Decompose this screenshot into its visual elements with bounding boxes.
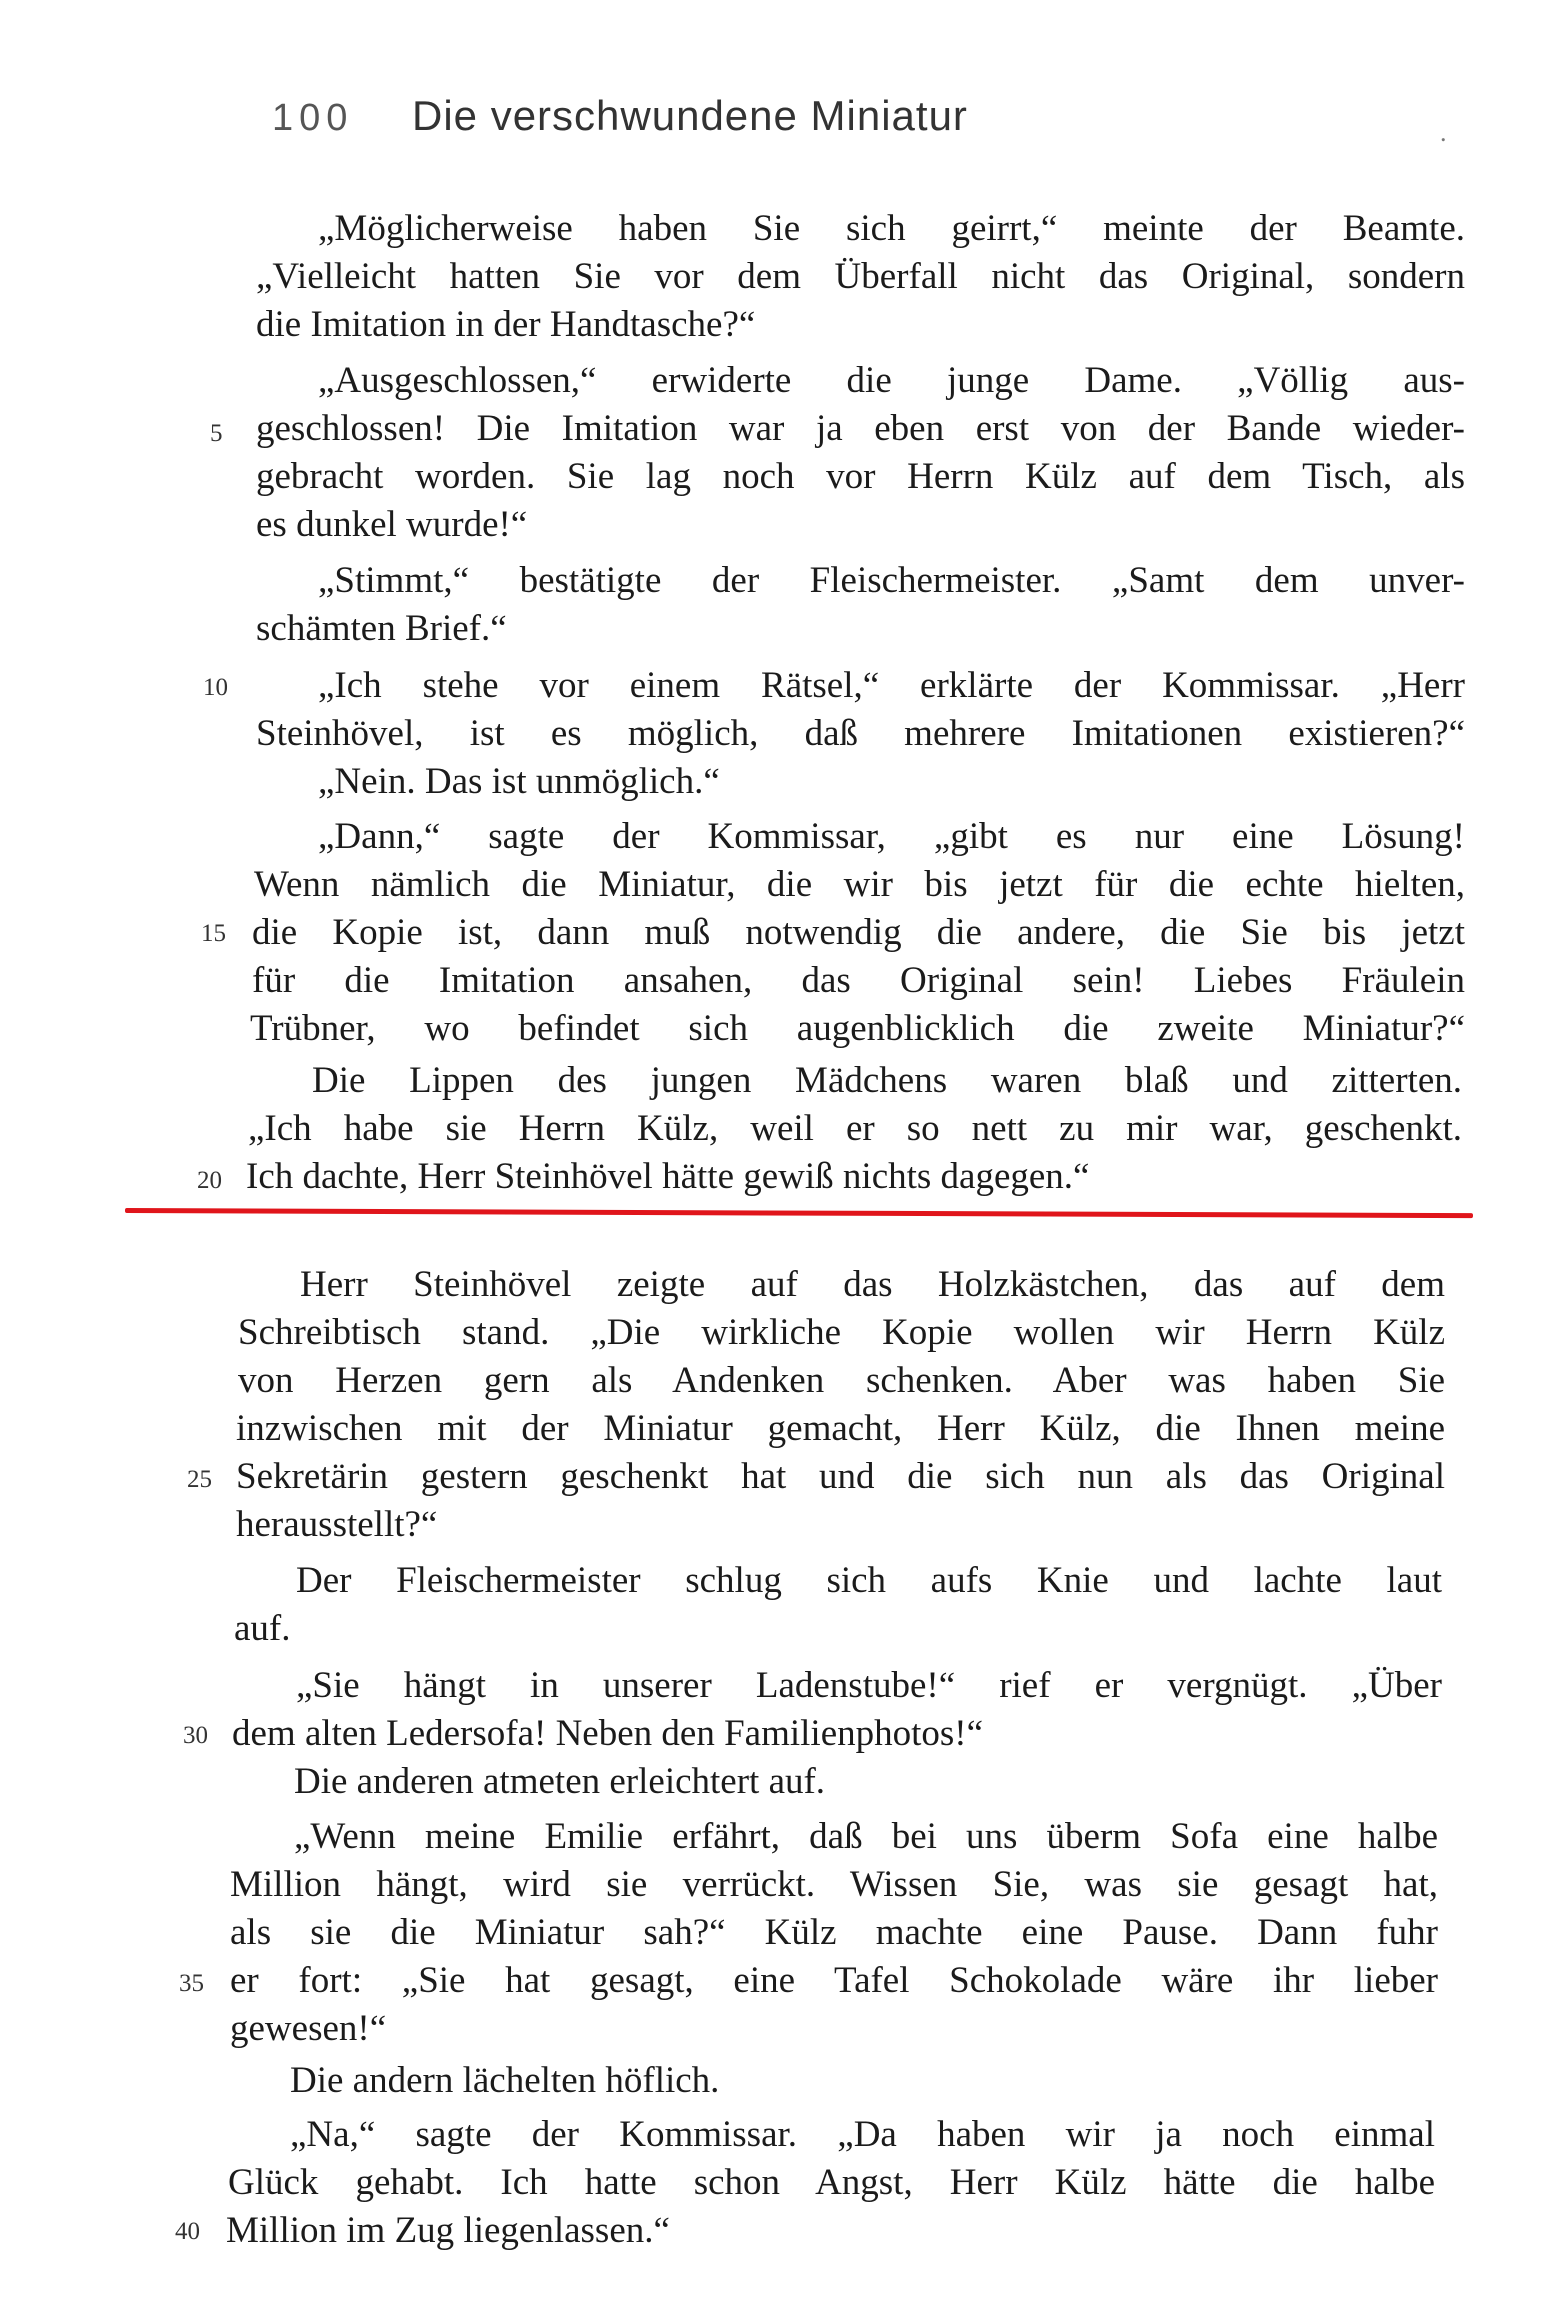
text-line: Herr Steinhövel zeigte auf das Holzkästchen, das auf dem: [300, 1264, 1445, 1305]
text-line: „Möglicherweise haben Sie sich geirrt,“ meinte der Beamte.: [318, 208, 1465, 249]
text-line: er fort: „Sie hat gesagt, eine Tafel Schokolade wäre ihr lieber: [230, 1960, 1438, 2001]
text-line: gewesen!“: [230, 2008, 387, 2049]
text-line: gebracht worden. Sie lag noch vor Herrn Külz auf dem Tisch, als: [256, 456, 1465, 497]
text-line: Sekretärin gestern geschenkt hat und die sich nun als das Original: [236, 1456, 1445, 1497]
page-number: 100: [272, 97, 354, 139]
text-line: Die anderen atmeten erleichtert auf.: [294, 1761, 826, 1802]
text-line: die Imitation in der Handtasche?“: [256, 304, 756, 345]
text-line: „Nein. Das ist unmöglich.“: [318, 761, 720, 802]
text-line: schämten Brief.“: [256, 608, 507, 649]
red-divider-line: [125, 1208, 1473, 1218]
corner-mark: .: [1440, 118, 1447, 147]
text-line: Million im Zug liegenlassen.“: [226, 2210, 670, 2251]
text-line: Trübner, wo befindet sich augenblicklich die zweite Miniatur?“: [250, 1008, 1465, 1049]
text-line: Wenn nämlich die Miniatur, die wir bis jetzt für die echte hielten,: [254, 864, 1465, 905]
text-line: „Ausgeschlossen,“ erwiderte die junge Dame. „Völlig aus-: [318, 360, 1465, 401]
margin-line-number: 20: [197, 1167, 222, 1194]
text-line: „Ich stehe vor einem Rätsel,“ erklärte der Kommissar. „Herr: [318, 665, 1465, 706]
text-line: „Na,“ sagte der Kommissar. „Da haben wir ja noch einmal: [290, 2114, 1435, 2155]
text-line: „Vielleicht hatten Sie vor dem Überfall nicht das Original, sondern: [256, 256, 1465, 297]
margin-line-number: 10: [203, 674, 228, 701]
text-line: Glück gehabt. Ich hatte schon Angst, Herr Külz hätte die halbe: [228, 2162, 1435, 2203]
text-line: Der Fleischermeister schlug sich aufs Knie und lachte laut: [296, 1560, 1442, 1601]
text-line: „Stimmt,“ bestätigte der Fleischermeister. „Samt dem unver-: [318, 560, 1465, 601]
text-line: Million hängt, wird sie verrückt. Wissen Sie, was sie gesagt hat,: [230, 1864, 1438, 1905]
text-line: „Sie hängt in unserer Ladenstube!“ rief er vergnügt. „Über: [296, 1665, 1442, 1706]
margin-line-number: 40: [175, 2218, 200, 2245]
margin-line-number: 25: [187, 1466, 212, 1493]
text-line: „Dann,“ sagte der Kommissar, „gibt es nur eine Lösung!: [318, 816, 1465, 857]
text-line: die Kopie ist, dann muß notwendig die andere, die Sie bis jetzt: [252, 912, 1465, 953]
margin-line-number: 15: [201, 920, 226, 947]
text-line: auf.: [234, 1608, 291, 1649]
text-line: Schreibtisch stand. „Die wirkliche Kopie wollen wir Herrn Külz: [238, 1312, 1445, 1353]
margin-line-number: 5: [210, 420, 223, 447]
text-line: für die Imitation ansahen, das Original sein! Liebes Fräulein: [252, 960, 1465, 1001]
text-line: „Ich habe sie Herrn Külz, weil er so nett zu mir war, geschenkt.: [248, 1108, 1462, 1149]
text-line: als sie die Miniatur sah?“ Külz machte eine Pause. Dann fuhr: [230, 1912, 1438, 1953]
text-line: Steinhövel, ist es möglich, daß mehrere Imitationen existieren?“: [256, 713, 1465, 754]
text-line: es dunkel wurde!“: [256, 504, 528, 545]
text-line: „Wenn meine Emilie erfährt, daß bei uns überm Sofa eine halbe: [294, 1816, 1438, 1857]
margin-line-number: 30: [183, 1722, 208, 1749]
text-line: herausstellt?“: [236, 1504, 438, 1545]
margin-line-number: 35: [179, 1970, 204, 1997]
text-line: von Herzen gern als Andenken schenken. Aber was haben Sie: [238, 1360, 1445, 1401]
text-line: inzwischen mit der Miniatur gemacht, Herr Külz, die Ihnen meine: [236, 1408, 1445, 1449]
text-line: Die andern lächelten höflich.: [290, 2060, 720, 2101]
text-line: Die Lippen des jungen Mädchens waren blaß und zitterten.: [312, 1060, 1462, 1101]
running-title: Die verschwundene Miniatur: [412, 92, 968, 139]
text-line: dem alten Ledersofa! Neben den Familienphotos!“: [232, 1713, 984, 1754]
text-line: geschlossen! Die Imitation war ja eben erst von der Bande wieder-: [256, 408, 1465, 449]
text-line: Ich dachte, Herr Steinhövel hätte gewiß nichts dagegen.“: [246, 1156, 1090, 1197]
page-header: [272, 92, 968, 152]
